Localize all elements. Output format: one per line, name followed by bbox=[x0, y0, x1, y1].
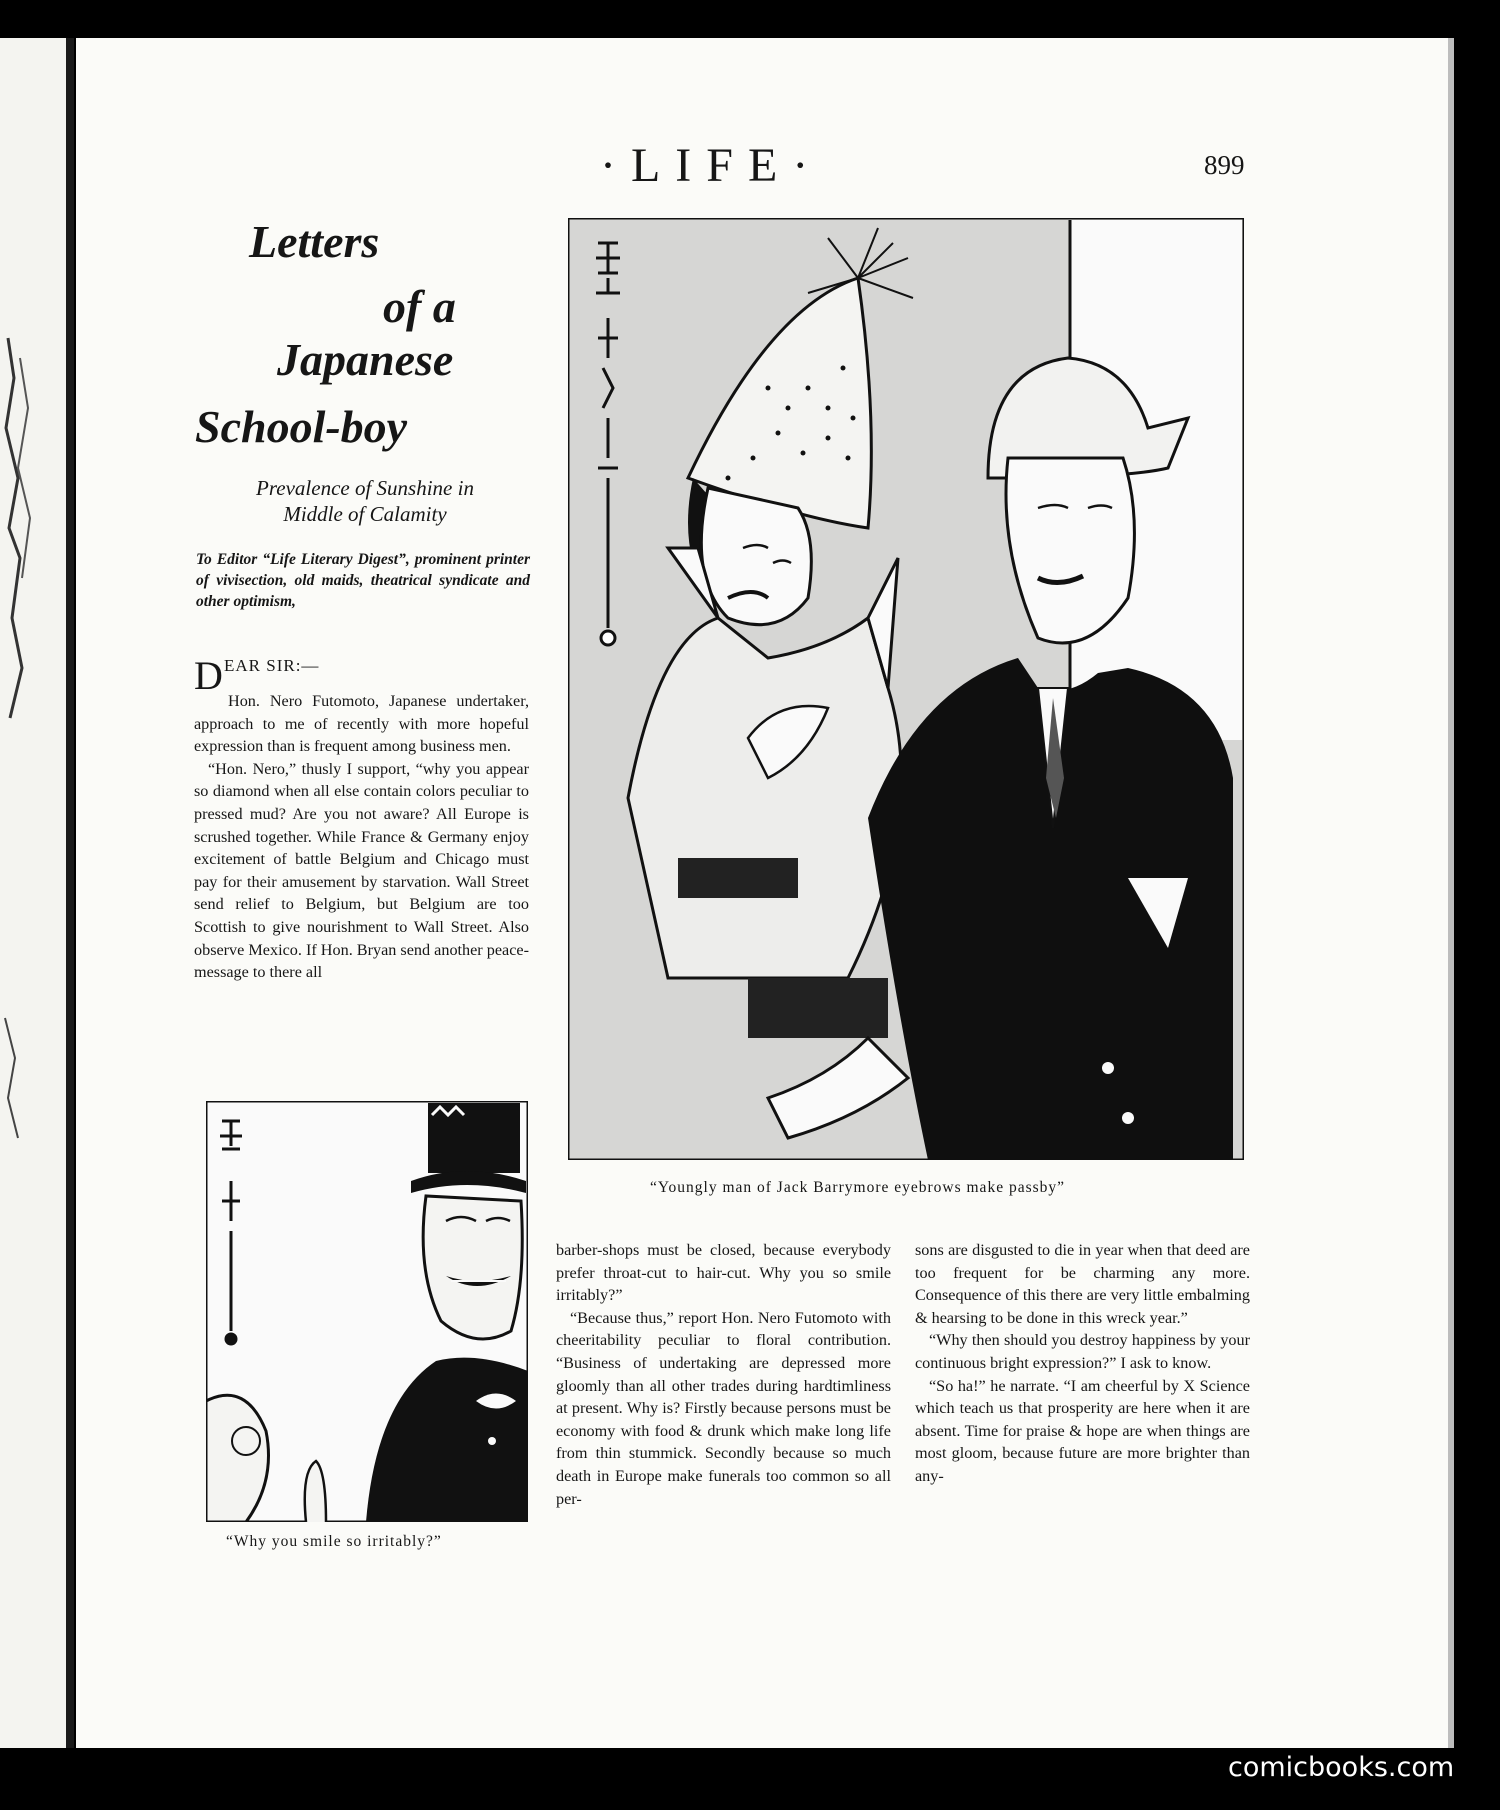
page-gutter bbox=[66, 38, 74, 1748]
paragraph: “So ha!” he narrate. “I am cheerful by X Science which teach us that prosperity are here when it are absent. Time for praise & hope are when things are most gloom, because future are more brighter than any- bbox=[915, 1376, 1250, 1485]
running-head: ·LIFE· bbox=[600, 139, 824, 192]
paragraph: barber-shops must be closed, because everybody prefer throat-cut to hair-cut. Why you so smile irritably?” bbox=[556, 1241, 891, 1305]
article-subtitle: Prevalence of Sunshine in Middle of Calamity bbox=[256, 476, 474, 526]
small-illustration-caption: “Why you smile so irritably?” bbox=[226, 1533, 442, 1550]
text-column-1 bbox=[194, 690, 529, 984]
letter-opening: EAR SIR:— bbox=[224, 656, 320, 675]
text-column-3 bbox=[915, 1239, 1250, 1488]
article-title-line-4: School-boy bbox=[195, 401, 408, 452]
main-illustration bbox=[568, 218, 1244, 1160]
drop-cap: D bbox=[194, 653, 223, 698]
paragraph: “Hon. Nero,” thusly I support, “why you appear so diamond when all else contain colors peculiar to pressed mud? Are you not aware? All Europe is scrushed together. While France & Germany enjoy excitement of battle Belgium and Chicago must pay for their amusement by starvation. Wall Street send relief to Belgium, but Belgium are too Scottish to give nourishment to Wall Street. Also observe Mexico. If Hon. Bryan send another peace-message to there all bbox=[194, 759, 529, 982]
small-illustration bbox=[206, 1101, 528, 1522]
letter-salutation: To Editor “Life Literary Digest”, prominent printer of vivisection, old maids, theatrical syndicate and other optimism, bbox=[196, 551, 530, 610]
paragraph: Hon. Nero Futomoto, Japanese undertaker, approach to me of recently with more hopeful expression than is frequent among business men. bbox=[194, 692, 529, 756]
paragraph: “Because thus,” report Hon. Nero Futomoto with cheeritability peculiar to floral contribution. “Business of undertaking are depressed more gloomly than all other trades during hardtimliness at present. Why is? Firstly because persons must be economy with food & drunk which make long life from thin stummick. Secondly because so much death in Europe make funerals too common so all per- bbox=[556, 1308, 891, 1508]
article-title-line-1: Letters bbox=[249, 216, 380, 267]
paragraph: “Why then should you destroy happiness by your continuous bright expression?” I ask to know. bbox=[915, 1331, 1250, 1372]
previous-page-illustration-fragment bbox=[0, 318, 40, 1318]
paragraph: sons are disgusted to die in year when that deed are too frequent for be charming any more. Consequence of this there are very little embalming & hearsing to be done in this wreck year.” bbox=[915, 1241, 1250, 1327]
site-watermark: comicbooks.com bbox=[1228, 1752, 1455, 1783]
article-title-line-2: of a bbox=[383, 281, 456, 332]
previous-page-edge bbox=[0, 38, 70, 1748]
page-right-edge bbox=[1448, 38, 1454, 1748]
main-illustration-caption: “Youngly man of Jack Barrymore eyebrows make passby” bbox=[650, 1179, 1066, 1196]
article-title-line-3: Japanese bbox=[277, 334, 454, 385]
text-column-2 bbox=[556, 1239, 891, 1510]
page-number: 899 bbox=[1204, 150, 1245, 180]
